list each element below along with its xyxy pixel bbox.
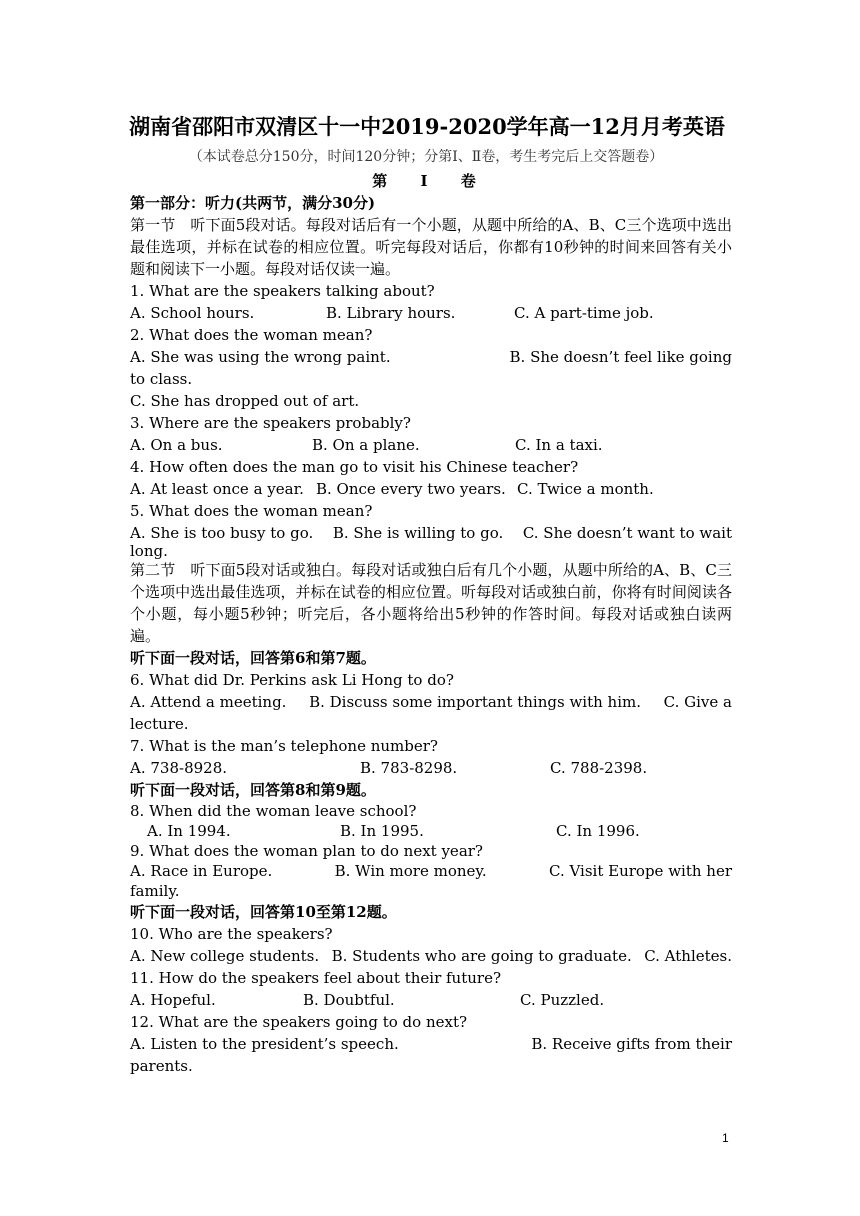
option-a: A. On a bus.: [130, 436, 223, 454]
group-heading-8-9: 听下面一段对话，回答第8和第9题。: [130, 781, 376, 799]
section1-intro: 第一节 听下面5段对话。每段对话后有一个小题，从题中所给的A、B、C三个选项中选出最佳选项，并标在试卷的相应位置。听完每段对话后，你都有10秒钟的时间来回答有关小题和阅读下一小题。每段对话仅读一遍。: [130, 216, 732, 278]
option-b: B. Once every two years.: [316, 480, 506, 498]
page-number: 1: [722, 1131, 729, 1145]
option-b-continued: parents.: [130, 1057, 193, 1075]
question-6: 6. What did Dr. Perkins ask Li Hong to do?: [130, 671, 454, 689]
volume-heading: 第 Ⅰ 卷: [372, 172, 490, 190]
option-a: A. 738-8928.: [130, 759, 228, 777]
question-4: 4. How often does the man go to visit his Chinese teacher?: [130, 458, 579, 476]
question-3: 3. Where are the speakers probably?: [130, 414, 411, 432]
question-7: 7. What is the man’s telephone number?: [130, 737, 438, 755]
option-a: A. She is too busy to go.: [130, 524, 314, 542]
option-b: B. Library hours.: [326, 304, 456, 322]
option-a: A. Attend a meeting.: [130, 693, 287, 711]
option-c: C. In a taxi.: [515, 436, 603, 454]
exam-title: 湖南省邵阳市双清区十一中2019-2020学年高一12月月考英语: [129, 114, 725, 139]
question-11-options: [130, 989, 732, 1011]
option-b: B. 783-8298.: [360, 759, 458, 777]
group-heading-6-7: 听下面一段对话，回答第6和第7题。: [130, 649, 376, 667]
question-9-options: [130, 861, 732, 881]
question-8-options: [130, 821, 732, 841]
option-c: C. Give a: [663, 693, 732, 711]
option-a: A. In 1994.: [147, 822, 231, 840]
option-c: C. In 1996.: [556, 822, 640, 840]
option-a: A. Hopeful.: [130, 991, 216, 1009]
question-10-options: [130, 945, 732, 967]
option-c: C. She has dropped out of art.: [130, 392, 360, 410]
question-9: 9. What does the woman plan to do next year?: [130, 842, 483, 860]
option-c: C. She doesn’t want to wait: [522, 524, 732, 542]
question-12-options: [130, 1033, 732, 1055]
option-c: C. Athletes.: [644, 947, 732, 965]
option-b: B. In 1995.: [340, 822, 424, 840]
option-c: C. Twice a month.: [517, 480, 654, 498]
option-c-continued: long.: [130, 542, 168, 560]
option-c: C. Visit Europe with her: [549, 862, 732, 880]
option-b: B. On a plane.: [312, 436, 420, 454]
option-a: A. Race in Europe.: [130, 862, 273, 880]
option-c-continued: family.: [130, 882, 180, 900]
question-2: 2. What does the woman mean?: [130, 326, 373, 344]
option-a: A. At least once a year.: [130, 480, 304, 498]
exam-subtitle: （本试卷总分150分，时间120分钟；分第Ⅰ、Ⅱ卷，考生考完后上交答题卷）: [188, 149, 664, 165]
option-a: A. New college students.: [130, 947, 320, 965]
question-5-options: [130, 522, 732, 544]
option-b: B. Discuss some important things with him.: [309, 693, 642, 711]
option-b: B. She is willing to go.: [332, 524, 504, 542]
option-a: A. School hours.: [130, 304, 255, 322]
section2-intro: 第二节 听下面5段对话或独白。每段对话或独白后有几个小题，从题中所给的A、B、C三个选项中选出最佳选项，并标在试卷的相应位置。听每段对话或独白前，你将有时间阅读各个小题，每小题5秒钟；听完后，各小题将给出5秒钟的作答时间。每段对话或独白读两遍。: [130, 561, 732, 645]
option-c: C. A part-time job.: [514, 304, 654, 322]
option-b: B. Receive gifts from their: [531, 1035, 732, 1053]
question-5: 5. What does the woman mean?: [130, 502, 373, 520]
question-12: 12. What are the speakers going to do next?: [130, 1013, 468, 1031]
option-b-continued: to class.: [130, 370, 193, 388]
question-11: 11. How do the speakers feel about their future?: [130, 969, 501, 987]
option-a: A. Listen to the president’s speech.: [130, 1035, 399, 1053]
question-6-options: [130, 691, 732, 713]
question-10: 10. Who are the speakers?: [130, 925, 333, 943]
question-3-options: [130, 434, 732, 456]
question-1: 1. What are the speakers talking about?: [130, 282, 435, 300]
option-b: B. Win more money.: [334, 862, 487, 880]
question-2-options: [130, 346, 732, 368]
option-c: C. Puzzled.: [520, 991, 605, 1009]
option-b: B. Doubtful.: [303, 991, 395, 1009]
option-c-continued: lecture.: [130, 715, 189, 733]
option-b: B. She doesn’t feel like going: [509, 348, 732, 366]
option-b: B. Students who are going to graduate.: [331, 947, 632, 965]
option-c: C. 788-2398.: [550, 759, 648, 777]
option-a: A. She was using the wrong paint.: [130, 348, 391, 366]
part1-heading: 第一部分：听力(共两节，满分30分): [130, 194, 376, 212]
exam-content: [130, 110, 732, 1077]
question-8: 8. When did the woman leave school?: [130, 802, 417, 820]
question-7-options: [130, 757, 732, 779]
question-4-options: [130, 478, 732, 500]
question-1-options: [130, 302, 732, 324]
group-heading-10-12: 听下面一段对话，回答第10至第12题。: [130, 903, 397, 921]
